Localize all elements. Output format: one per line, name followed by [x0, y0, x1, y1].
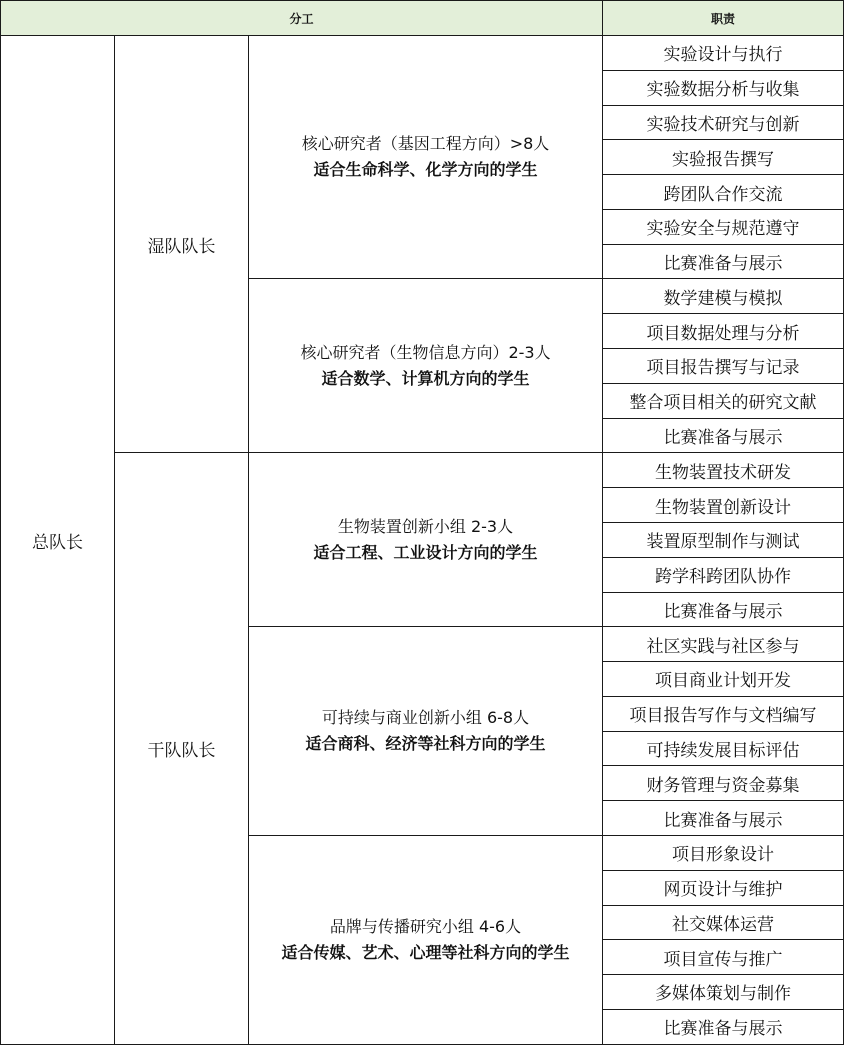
- duty-cell: 跨团队合作交流: [603, 175, 844, 210]
- chief-leader-cell: 总队长: [1, 36, 115, 1045]
- duty-cell: 项目形象设计: [603, 835, 844, 870]
- squad-leader-cell: 干队队长: [115, 453, 249, 1045]
- duty-cell: 装置原型制作与测试: [603, 522, 844, 557]
- duty-cell: 财务管理与资金募集: [603, 766, 844, 801]
- duty-cell: 社交媒体运营: [603, 905, 844, 940]
- team-title: 生物装置创新小组 2-3人: [337, 516, 514, 536]
- team-fit: 适合商科、经济等社科方向的学生: [305, 734, 546, 754]
- squad-leader-cell: 湿队队长: [115, 36, 249, 453]
- duty-cell: 实验报告撰写: [603, 140, 844, 175]
- header-duty: 职责: [603, 1, 844, 36]
- duty-cell: 社区实践与社区参与: [603, 627, 844, 662]
- header-row: [1, 1, 844, 36]
- duty-cell: 可持续发展目标评估: [603, 731, 844, 766]
- duty-cell: 实验数据分析与收集: [603, 70, 844, 105]
- duty-cell: 实验安全与规范遵守: [603, 209, 844, 244]
- duty-cell: 比赛准备与展示: [603, 244, 844, 279]
- duty-cell: 数学建模与模拟: [603, 279, 844, 314]
- table-row: [1, 36, 844, 71]
- team-fit: 适合工程、工业设计方向的学生: [313, 542, 538, 562]
- duty-cell: 网页设计与维护: [603, 870, 844, 905]
- duty-cell: 比赛准备与展示: [603, 1009, 844, 1044]
- header-division: 分工: [1, 1, 603, 36]
- duty-cell: 实验设计与执行: [603, 36, 844, 71]
- duty-cell: 跨学科跨团队协作: [603, 557, 844, 592]
- team-fit: 适合传媒、艺术、心理等社科方向的学生: [281, 942, 570, 962]
- duty-cell: 整合项目相关的研究文献: [603, 383, 844, 418]
- duty-cell: 多媒体策划与制作: [603, 975, 844, 1010]
- duty-cell: 项目商业计划开发: [603, 662, 844, 697]
- team-title: 核心研究者（生物信息方向）2-3人: [300, 342, 551, 362]
- duty-cell: 项目报告写作与文档编写: [603, 696, 844, 731]
- table-row: [1, 453, 844, 488]
- team-cell: [249, 627, 603, 836]
- duty-cell: 生物装置技术研发: [603, 453, 844, 488]
- duty-cell: 项目报告撰写与记录: [603, 349, 844, 384]
- team-fit: 适合生命科学、化学方向的学生: [313, 160, 538, 180]
- team-fit: 适合数学、计算机方向的学生: [321, 368, 530, 388]
- team-cell: [249, 453, 603, 627]
- duty-cell: 项目宣传与推广: [603, 940, 844, 975]
- org-body: [1, 36, 844, 1045]
- duty-cell: 实验技术研究与创新: [603, 105, 844, 140]
- duty-cell: 比赛准备与展示: [603, 418, 844, 453]
- duty-cell: 生物装置创新设计: [603, 488, 844, 523]
- team-cell: [249, 279, 603, 453]
- team-title: 可持续与商业创新小组 6-8人: [321, 708, 530, 728]
- duty-cell: 比赛准备与展示: [603, 592, 844, 627]
- duty-cell: 比赛准备与展示: [603, 801, 844, 836]
- team-cell: [249, 36, 603, 279]
- duty-cell: 项目数据处理与分析: [603, 314, 844, 349]
- team-title: 品牌与传播研究小组 4-6人: [329, 916, 522, 936]
- team-title: 核心研究者（基因工程方向）>8人: [301, 134, 550, 154]
- team-cell: [249, 835, 603, 1044]
